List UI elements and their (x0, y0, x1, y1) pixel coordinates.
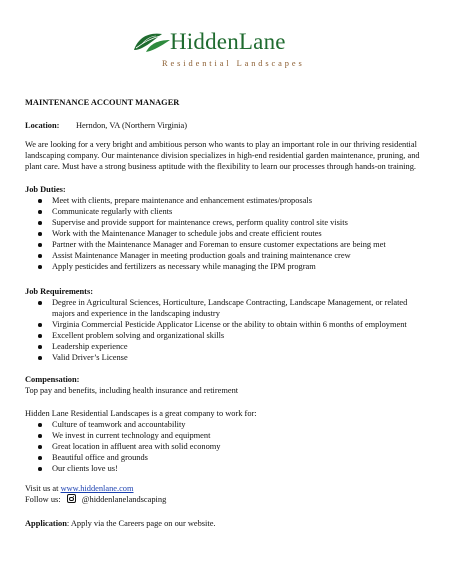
bullet-icon (38, 345, 42, 349)
list-item: Our clients love us! (25, 463, 428, 474)
bullet-icon (38, 210, 42, 214)
logo-wordmark: HiddenLane (170, 29, 286, 54)
bullet-icon (38, 265, 42, 269)
bullet-icon (38, 445, 42, 449)
application-line (25, 518, 216, 529)
logo-tagline: Residential Landscapes (162, 59, 305, 68)
follow-prefix: Follow us: (25, 495, 61, 504)
list-item: Communicate regularly with clients (25, 206, 428, 217)
bullet-icon (38, 199, 42, 203)
bullet-icon (38, 301, 42, 305)
list-item: Work with the Maintenance Manager to schedule jobs and create efficient routes (25, 228, 428, 239)
duties-heading: Job Duties: (25, 185, 66, 194)
instagram-handle[interactable]: @hiddenlanelandscaping (81, 495, 167, 504)
location-label: Location: (25, 121, 60, 130)
list-item: Beautiful office and grounds (25, 452, 428, 463)
bullet-icon (38, 334, 42, 338)
compensation-text: Top pay and benefits, including health insurance and retirement (25, 386, 239, 395)
list-item: Leadership experience (25, 341, 428, 352)
company-intro: Hidden Lane Residential Landscapes is a great company to work for: (25, 409, 257, 418)
website-link[interactable]: www.hiddenlane.com (60, 484, 134, 493)
bullet-icon (38, 232, 42, 236)
duties-list (25, 195, 428, 272)
page-title: MAINTENANCE ACCOUNT MANAGER (25, 98, 180, 107)
instagram-icon (67, 494, 76, 503)
list-item: Assist Maintenance Manager in meeting production goals and training maintenance crew (25, 250, 428, 261)
list-item: Degree in Agricultural Sciences, Horticulture, Landscape Contracting, Landscape Management, or related majors and experience in the landscaping industry (25, 297, 428, 319)
list-item: Culture of teamwork and accountability (25, 419, 428, 430)
list-item: Apply pesticides and fertilizers as necessary while managing the IPM program (25, 261, 428, 272)
list-item: Partner with the Maintenance Manager and Foreman to ensure customer expectations are being met (25, 239, 428, 250)
company-perks-list (25, 419, 428, 474)
company-logo (132, 24, 322, 76)
bullet-icon (38, 221, 42, 225)
bullet-icon (38, 434, 42, 438)
intro-paragraph: We are looking for a very bright and ambitious person who wants to play an important role in our thriving residential landscaping company. Our maintenance division specializes in high-end residential garden maintenance, pruning, and plant care. Must have a strong business aptitude with the flexibility to learn our processes through hands-on training. (25, 140, 420, 171)
list-item: Great location in affluent area with solid economy (25, 441, 428, 452)
bullet-icon (38, 356, 42, 360)
location-value: Herndon, VA (Northern Virginia) (76, 121, 187, 130)
visit-prefix: Visit us at (25, 484, 59, 493)
requirements-list (25, 297, 428, 363)
bullet-icon (38, 243, 42, 247)
list-item: Excellent problem solving and organizational skills (25, 330, 428, 341)
bullet-icon (38, 467, 42, 471)
list-item: Valid Driver’s License (25, 352, 428, 363)
list-item: Supervise and provide support for maintenance crews, perform quality control site visits (25, 217, 428, 228)
requirements-heading: Job Requirements: (25, 287, 94, 296)
leaf-icon (132, 30, 172, 56)
follow-line (25, 494, 166, 505)
bullet-icon (38, 254, 42, 258)
bullet-icon (38, 456, 42, 460)
application-text: : Apply via the Careers page on our website. (66, 519, 216, 528)
list-item: Meet with clients, prepare maintenance and enhancement estimates/proposals (25, 195, 428, 206)
list-item: We invest in current technology and equipment (25, 430, 428, 441)
compensation-heading: Compensation: (25, 375, 80, 384)
visit-line (25, 483, 134, 494)
bullet-icon (38, 423, 42, 427)
bullet-icon (38, 323, 42, 327)
application-label: Application (25, 519, 67, 528)
list-item: Virginia Commercial Pesticide Applicator License or the ability to obtain within 6 months of employment (25, 319, 428, 330)
